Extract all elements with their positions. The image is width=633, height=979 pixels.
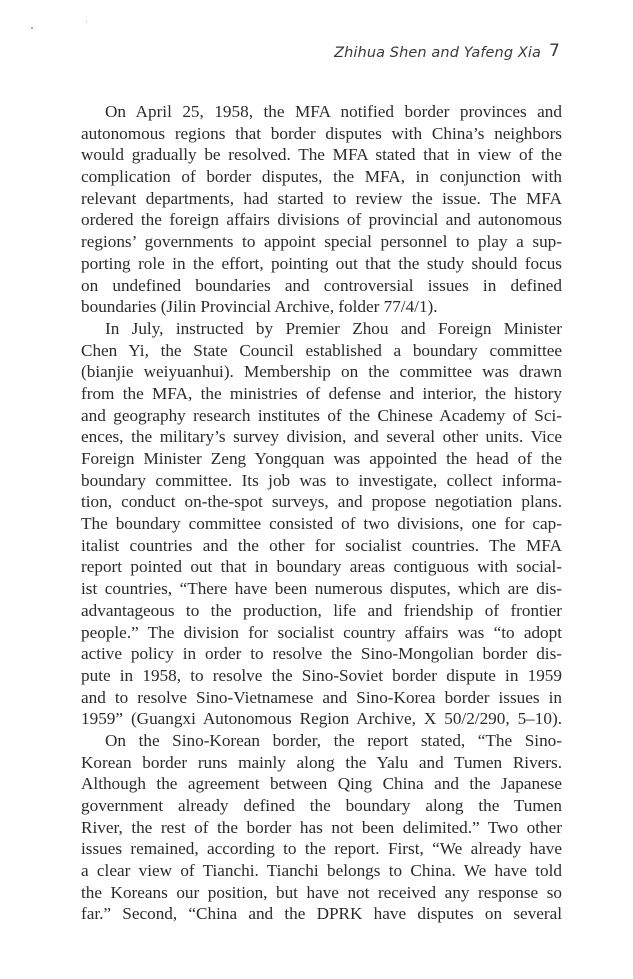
paragraph-2-line: and to resolve Sino-Vietnamese and Sino-Korea border issues in [81,687,562,707]
paragraph-1-line: regions’ governments to appoint special personnel to play a sup- [81,232,562,252]
paragraph-3-line: a clear view of Tianchi. Tianchi belongs to China. We have told [81,861,562,881]
paragraph-3-line: government already defined the boundary along the Tumen [81,796,562,815]
scan-speck [31,27,33,29]
paragraph-2-line: The boundary committee consisted of two divisions, one for cap- [81,514,562,534]
paragraph-2-line: tion, conduct on-the-spot surveys, and propose negotiation plans. [81,492,562,512]
paragraph-2-line: from the MFA, the ministries of defense and interior, the history [81,383,562,403]
paragraph-2-line: report pointed out that in boundary areas contiguous with social- [81,557,562,577]
paragraph-2-line: people.” The division for socialist country affairs was “to adopt [81,622,562,642]
paragraph-2-line: italist countries and the other for socialist countries. The MFA [81,535,562,555]
paragraph-3-line: River, the rest of the border has not been delimited.” Two other [81,817,562,837]
paragraph-1-line: relevant departments, had started to review the issue. The MFA [81,188,562,208]
paragraph-1-line: On April 25, 1958, the MFA notified border provinces and [105,102,562,121]
paragraph-2-line: 1959” (Guangxi Autonomous Region Archive, X 50/2/290, 5–10). [81,709,562,729]
paragraph-1-line: ordered the foreign affairs divisions of provincial and autonomous [81,210,562,230]
paragraph-2-line: ences, the military’s survey division, and several other units. Vice [81,427,562,447]
paragraph-1-line: autonomous regions that border disputes with China’s neighbors [81,123,562,143]
paragraph-2-line: Foreign Minister Zeng Yongquan was appointed the head of the [81,449,562,468]
paragraph-2-line: advantageous to the production, life and friendship of frontier [81,600,562,620]
paragraph-1-line: porting role in the effort, pointing out that the study should focus [81,253,562,273]
paragraph-1-line: boundaries (Jilin Provincial Archive, folder 77/4/1). [81,297,438,317]
paragraph-3-line: On the Sino-Korean border, the report stated, “The Sino- [105,730,562,750]
paragraph-2-line: and geography research institutes of the Chinese Academy of Sci- [81,405,562,425]
running-head: Zhihua Shen and Yafeng Xia [334,45,541,61]
paragraph-2-line: pute in 1958, to resolve the Sino-Soviet border dispute in 1959 [81,665,562,685]
paragraph-2-line: In July, instructed by Premier Zhou and Foreign Minister [105,318,562,338]
paragraph-2-line: ist countries, “There have been numerous disputes, which are dis- [81,579,562,599]
paragraph-1-line: on undefined boundaries and controversial issues in defined [81,275,562,295]
paragraph-3-line: issues remained, according to the report. First, “We already have [81,839,562,859]
body-text [81,101,562,925]
scan-speck [86,21,87,22]
paragraph-1-line: would gradually be resolved. The MFA stated that in view of the [81,145,562,165]
paragraph-3-line: the Koreans our position, but have not received any response so [81,882,562,902]
paragraph-3-line: Although the agreement between Qing China and the Japanese [81,774,562,794]
paragraph-2-line: (bianjie weiyuanhui). Membership on the committee was drawn [81,362,562,382]
paragraph-2-line: active policy in order to resolve the Sino-Mongolian border dis- [81,644,562,664]
paragraph-1-line: complication of border disputes, the MFA, in conjunction with [81,167,562,187]
paragraph-2-line: Chen Yi, the State Council established a boundary committee [81,340,562,360]
paragraph-3-line: far.” Second, “China and the DPRK have disputes on several [81,904,562,924]
paragraph-2-line: boundary committee. Its job was to investigate, collect informa- [81,470,562,490]
page-number: 7 [549,41,560,61]
paragraph-3-line: Korean border runs mainly along the Yalu and Tumen Rivers. [81,752,562,772]
